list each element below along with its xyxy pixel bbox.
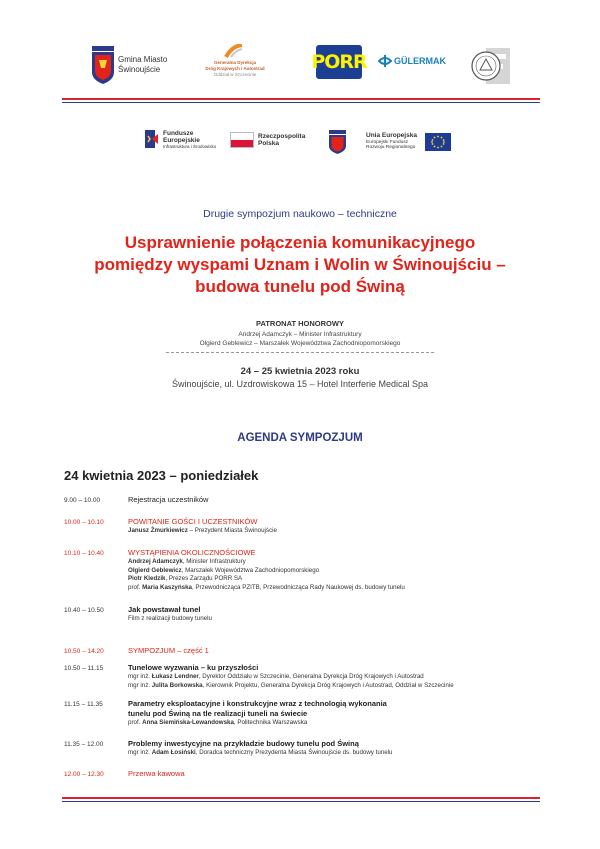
agenda-heading: AGENDA SYMPOZJUM: [237, 432, 363, 444]
patronage-line-1: Andrzej Adamczyk – Minister Infrastruktury: [238, 331, 362, 338]
gddkia-text-3: Oddział w Szczecinie: [213, 72, 257, 77]
agenda-time: 10.50 – 14.20: [64, 648, 104, 655]
agenda-item-speaker: mgr inż. Łukasz Lendner, Dyrektor Oddziału w Szczecinie, Generalna Dyrekcja Dróg Krajowych i Autostrad: [128, 673, 424, 680]
agenda-item: [128, 739, 548, 758]
agenda-item-title: Tunelowe wyzwania – ku przyszłości: [128, 663, 259, 672]
agenda-time: 10.00 – 10.10: [64, 519, 104, 526]
swinoujscie-text-1: Gmina Miasto: [118, 55, 168, 64]
swinoujscie-small-crest-icon: [329, 130, 346, 154]
patronage-line-2: Olgierd Geblewicz – Marszałek Województwa Zachodniopomorskiego: [199, 340, 401, 347]
agenda-time: 11.35 – 12.00: [64, 741, 104, 748]
fundusze-star-icon: [145, 130, 161, 148]
patronage-heading: PATRONAT HONOROWY: [256, 319, 344, 328]
agenda-item: [128, 646, 548, 656]
rp-text-2: Polska: [258, 140, 279, 147]
gddkia-text-2: Dróg Krajowych i Autostrad: [205, 66, 265, 71]
logo-gddkia: [200, 44, 270, 88]
eu-flag-icon: [425, 133, 451, 151]
agenda-item-speaker: Janusz Żmurkiewicz – Prezydent Miasta Świnoujście: [128, 527, 277, 534]
agenda-item-title: Parametry eksploatacyjne i konstrukcyjne wraz z technologią wykonania: [128, 699, 387, 708]
gddkia-text-1: Generalna Dyrekcja: [213, 60, 257, 65]
agenda-item: [128, 517, 548, 536]
agenda-time: 10.40 – 10.50: [64, 607, 104, 614]
stripe-blue-bottom: [62, 801, 540, 803]
symposium-subtitle: Drugie sympozjum naukowo – techniczne: [203, 208, 397, 220]
agenda-item-description: Film z realizacji budowy tunelu: [128, 615, 212, 622]
agenda-time: 9.00 – 10.00: [64, 497, 101, 504]
ue-text-1: Unia Europejska: [366, 132, 417, 139]
agenda-item-speaker: Olgierd Geblewicz, Marszałek Województwa Zachodniopomorskiego: [128, 566, 320, 574]
agenda-item-speaker: Andrzej Adamczyk, Minister Infrastruktury: [128, 558, 246, 565]
agenda-item-title: tunelu pod Świną na tle realizacji tuneli na świecie: [128, 709, 308, 718]
agenda-item-speaker: mgr inż. Julita Borkowska, Kierownik Projektu, Generalna Dyrekcja Dróg Krajowych i Autostrad, Oddział w Szczecinie: [128, 681, 454, 689]
logo-rzeczpospolita: [230, 132, 320, 152]
stripe-blue-top: [62, 102, 540, 104]
agenda-item-speaker: Piotr Kledzik, Prezes Zarządu PORR SA: [128, 575, 243, 583]
agenda-item: [128, 495, 548, 505]
agenda-time: 10.10 – 10.40: [64, 550, 104, 557]
institute-seal-icon: [468, 44, 512, 88]
gulermak-text: GÜLERMAK: [394, 56, 446, 66]
stripe-red-bottom: [62, 797, 540, 799]
ue-text-3: Rozwoju Regionalnego: [366, 145, 416, 150]
logo-institute: [468, 44, 512, 88]
event-place: Świnoujście, ul. Uzdrowiskowa 15 – Hotel Interferie Medical Spa: [171, 379, 429, 389]
agenda-item-speaker: mgr inż. Adam Łosiński, Doradca techniczny Prezydenta Miasta Świnoujście ds. budowy tunelu: [128, 749, 393, 756]
rp-text-1: Rzeczpospolita: [258, 133, 306, 140]
agenda-item-title: Przerwa kawowa: [128, 769, 185, 778]
agenda-time: 11.15 – 11.35: [64, 701, 103, 708]
agenda-day: 24 kwietnia 2023 – poniedziałek: [64, 468, 259, 483]
logo-unia-europejska: [366, 130, 466, 154]
agenda-item-speaker: prof. Maria Kaszyńska, Przewodnicząca PZITB, Przewodnicząca Rady Naukowej ds. budowy tunelu: [128, 583, 405, 591]
agenda-item-title: Problemy inwestycyjne na przykładzie budowy tunelu pod Świną: [128, 739, 359, 748]
agenda-item: [128, 605, 548, 624]
stripe-red-top: [62, 98, 540, 100]
agenda-item: [128, 769, 548, 779]
logo-porr: PORR: [316, 45, 362, 79]
event-dates: 24 – 25 kwietnia 2023 roku: [240, 366, 360, 377]
fe-text-3: Infrastruktura i Środowisko: [163, 144, 217, 149]
agenda-item: [128, 699, 548, 728]
logo-gulermak: [378, 54, 458, 70]
agenda-time: 12.00 – 12.30: [64, 771, 104, 778]
polish-flag-icon: [230, 132, 254, 148]
title-line-3: budowa tunelu pod Świną: [195, 277, 405, 296]
agenda-time: 10.50 – 11.15: [64, 665, 104, 672]
patronage-divider: [166, 352, 434, 353]
title-line-2: pomiędzy wyspami Uznam i Wolin w Świnoujściu –: [94, 255, 506, 274]
agenda-item-title: WYSTĄPIENIA OKOLICZNOŚCIOWE: [128, 548, 256, 557]
fe-text-2: Europejskie: [163, 137, 200, 144]
gulermak-mark-icon: [378, 54, 392, 68]
agenda-item-speaker: prof. Anna Siemińska-Lewandowska, Politechnika Warszawska: [128, 719, 308, 726]
ue-text-2: Europejski Fundusz: [366, 140, 409, 145]
gddkia-road-icon: [224, 44, 244, 58]
logo-fundusze: [145, 128, 225, 152]
swinoujscie-text-2: Świnoujście: [118, 65, 161, 74]
agenda-item-title: SYMPOZJUM – część 1: [128, 646, 209, 655]
agenda-item-title: Jak powstawał tunel: [128, 605, 201, 614]
agenda-item-title: Rejestracja uczestników: [128, 495, 209, 504]
agenda-item: [128, 663, 548, 690]
agenda-item: [128, 548, 548, 592]
agenda-item-title: POWITANIE GOŚCI I UCZESTNIKÓW: [128, 517, 258, 526]
swinoujscie-crest-icon: [91, 46, 115, 84]
title-line-1: Usprawnienie połączenia komunikacyjnego: [124, 233, 476, 252]
fe-text-1: Fundusze: [163, 130, 194, 137]
logo-swinoujscie: [91, 46, 181, 86]
